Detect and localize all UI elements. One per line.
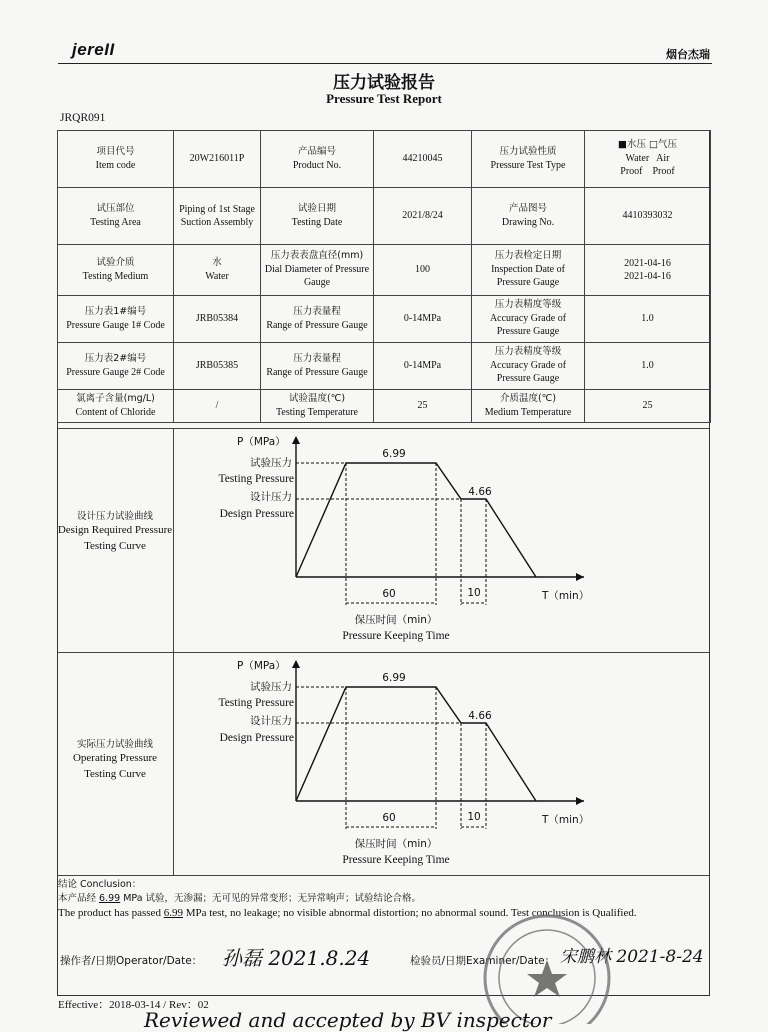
cell-label-en: Testing Area (90, 216, 141, 228)
table-cell (374, 131, 472, 188)
cell-label-en: Product No. (292, 159, 342, 171)
cell-value: JRB05384 (195, 313, 239, 325)
table-cell (261, 296, 374, 343)
report-title-en: Pressure Test Report (326, 91, 442, 106)
cell-label-en: Range of Pressure Gauge (266, 319, 368, 331)
cell-value: 44210045 (402, 153, 443, 165)
handwritten-note: Reviewed and accepted by BV inspector (144, 1008, 552, 1032)
table-cell (174, 131, 261, 188)
y-axis-arrow (292, 660, 300, 668)
hold-time-10: 10 (467, 811, 481, 823)
table-row (58, 390, 711, 423)
table-cell (374, 390, 472, 423)
design-curve-label-cn: 设计压力试验曲线 (76, 511, 153, 522)
y-axis-label: P（MPa） (237, 436, 286, 448)
test-pressure-label-en: Testing Pressure (218, 473, 294, 485)
report-title-cn: 压力试验报告 (333, 73, 435, 93)
cell-label-en: Medium Temperature (484, 406, 572, 418)
test-type-option: Proof Proof (620, 166, 675, 178)
examiner-label: 检验员/日期Examiner/Date： (410, 955, 556, 967)
table-cell (585, 131, 711, 188)
footer-effective: Effective：2018-03-14 / Rev：02 (58, 999, 209, 1011)
table-cell (585, 188, 711, 245)
table-cell (472, 188, 585, 245)
cell-value: 20W216011P (189, 153, 245, 165)
company-logo: jereII (72, 40, 115, 59)
table-cell (174, 343, 261, 390)
cell-value: 4410393032 (622, 210, 673, 222)
cell-label-cn: 试验介质 (96, 256, 135, 268)
cell-value: 2021-04-16 2021-04-16 (624, 257, 671, 282)
pressure-curve-line (296, 687, 536, 801)
cell-value: 1.0 (641, 313, 654, 325)
cell-label-en: Testing Date (291, 216, 343, 228)
inspection-stamp (472, 908, 622, 1024)
cell-label-cn: 压力试验性质 (499, 145, 557, 157)
operating-pressure-curve (174, 653, 711, 875)
cell-label-cn: 压力表表盘直径(mm) (270, 250, 364, 262)
table-cell (472, 390, 585, 423)
x-axis-arrow (576, 573, 584, 581)
cell-label-cn: 压力表量程 (293, 305, 341, 317)
table-row (58, 296, 711, 343)
test-pressure-value: 6.99 (382, 448, 406, 460)
section-divider (57, 875, 710, 876)
table-cell (261, 188, 374, 245)
cell-label-en: Accuracy Grade of Pressure Gauge (489, 359, 567, 385)
keep-time-label-en: Pressure Keeping Time (342, 854, 450, 866)
header-rule (58, 63, 712, 64)
table-row (58, 343, 711, 390)
cell-label-en: Pressure Test Type (490, 159, 566, 171)
cell-label-en: Item code (95, 159, 136, 171)
cell-label-cn: 氯离子含量(mg/L) (76, 392, 155, 404)
cell-value: 0-14MPa (403, 360, 442, 372)
design-pressure-label-cn: 设计压力 (250, 491, 292, 503)
cell-value: 1.0 (641, 360, 654, 372)
test-type-option: Water Air (625, 152, 670, 164)
cell-label-en: Testing Temperature (276, 406, 358, 418)
test-info-table (57, 130, 711, 423)
conclusion-cn: 本产品经 6.99 MPa 试验，无渗漏；无可见的异常变形；无异常响声；试验结论合格。 (58, 892, 422, 904)
table-cell (585, 343, 711, 390)
test-pressure-label-cn: 试验压力 (250, 681, 292, 693)
table-cell (58, 390, 174, 423)
cell-label-en: Dial Diameter of Pressure Gauge (264, 263, 370, 289)
cell-label-cn: 产品编号 (297, 145, 336, 157)
hold-time-60: 60 (382, 588, 396, 600)
operating-curve-label-cn: 实际压力试验曲线 (76, 739, 153, 750)
conclusion-en: The product has passed 6.99 MPa test, no leakage; no visible abnormal distortion; no abnormal sound. Test conclusion is Qualified. (58, 906, 637, 919)
test-type-option: ■水压 □气压 (618, 139, 677, 151)
table-cell (472, 343, 585, 390)
design-curve-label (57, 510, 173, 554)
cell-label-en: Inspection Date of Pressure Gauge (491, 263, 565, 289)
hold-time-10: 10 (467, 587, 481, 599)
table-cell (585, 296, 711, 343)
design-pressure-label-en: Design Pressure (219, 508, 294, 520)
table-row (58, 245, 711, 296)
test-pressure-label-en: Testing Pressure (218, 697, 294, 709)
cell-value: 25 (417, 400, 428, 412)
table-cell (261, 245, 374, 296)
cell-label-cn: 产品图号 (508, 202, 547, 214)
hold-time-60: 60 (382, 812, 396, 824)
design-pressure-label-cn: 设计压力 (250, 715, 292, 727)
operating-curve-label (57, 738, 173, 782)
cell-value: 25 (642, 400, 653, 412)
cell-value: / (215, 400, 219, 412)
operator-label: 操作者/日期Operator/Date： (60, 955, 203, 967)
cell-value: 2021/8/24 (402, 210, 443, 222)
table-cell (58, 188, 174, 245)
table-cell (58, 343, 174, 390)
cell-label-cn: 压力表量程 (293, 352, 341, 364)
design-pressure-curve (174, 429, 711, 652)
table-cell (174, 296, 261, 343)
cell-label-cn: 水 (212, 256, 222, 268)
design-curve-label-en: Design Required Pressure Testing Curve (57, 524, 173, 552)
cell-label-cn: 项目代号 (96, 145, 135, 157)
design-pressure-value: 4.66 (468, 486, 492, 498)
table-cell (261, 343, 374, 390)
test-pressure-value: 6.99 (382, 672, 406, 684)
cell-label-cn: 压力表2#编号 (84, 352, 147, 364)
keep-time-label-cn: 保压时间（min） (354, 838, 438, 850)
cell-label-en: Testing Medium (82, 270, 149, 282)
cell-label-cn: 压力表精度等级 (494, 299, 562, 311)
table-cell (472, 245, 585, 296)
table-cell (261, 390, 374, 423)
table-cell (585, 390, 711, 423)
table-cell (174, 390, 261, 423)
x-axis-label: T（min） (542, 590, 590, 602)
table-cell (585, 245, 711, 296)
examiner-signature: 宋鹏林 2021-8-24 (560, 947, 704, 967)
design-curve-area (173, 429, 711, 652)
table-cell (58, 245, 174, 296)
keep-time-label-cn: 保压时间（min） (354, 614, 438, 626)
design-pressure-label-en: Design Pressure (219, 732, 294, 744)
table-row (58, 188, 711, 245)
cell-label-en: Pressure Gauge 2# Code (66, 366, 165, 378)
operating-curve-area (173, 653, 711, 875)
table-cell (472, 296, 585, 343)
design-pressure-value: 4.66 (468, 710, 492, 722)
cell-value: Piping of 1st Stage Suction Assembly (179, 203, 255, 228)
cell-label-cn: 压力表检定日期 (494, 250, 562, 262)
cell-label-cn: 试压部位 (96, 202, 135, 214)
table-cell (472, 131, 585, 188)
y-axis-label: P（MPa） (237, 660, 286, 672)
table-cell (374, 245, 472, 296)
table-cell (261, 131, 374, 188)
cell-label-en: Water (205, 270, 229, 282)
conclusion-label: 结论 Conclusion： (58, 879, 142, 890)
cell-label-en: Drawing No. (501, 216, 555, 228)
cell-label-cn: 试验日期 (297, 202, 336, 214)
table-cell (174, 188, 261, 245)
company-name: 烟台杰瑞 (666, 49, 710, 61)
cell-value: 0-14MPa (403, 313, 442, 325)
cell-value: JRB05385 (195, 360, 239, 372)
table-row (58, 131, 711, 188)
table-cell (174, 245, 261, 296)
test-pressure-label-cn: 试验压力 (250, 457, 292, 469)
document-number: JRQR091 (60, 112, 106, 124)
y-axis-arrow (292, 436, 300, 444)
operating-curve-label-en: Operating Pressure Testing Curve (72, 752, 157, 780)
x-axis-arrow (576, 797, 584, 805)
cell-label-cn: 压力表精度等级 (494, 346, 562, 358)
table-cell (58, 131, 174, 188)
pressure-curve-line (296, 463, 536, 577)
cell-value: 100 (415, 264, 430, 276)
cell-label-cn: 介质温度(℃) (499, 392, 557, 404)
cell-label-cn: 试验温度(℃) (288, 392, 346, 404)
cell-label-en: Content of Chloride (75, 406, 156, 418)
cell-label-en: Range of Pressure Gauge (266, 366, 368, 378)
keep-time-label-en: Pressure Keeping Time (342, 630, 450, 642)
table-cell (374, 296, 472, 343)
cell-label-en: Pressure Gauge 1# Code (66, 319, 165, 331)
table-cell (374, 188, 472, 245)
table-cell (58, 296, 174, 343)
x-axis-label: T（min） (542, 814, 590, 826)
table-cell (374, 343, 472, 390)
operator-signature: 孙磊 2021.8.24 (222, 946, 371, 970)
cell-label-en: Accuracy Grade of Pressure Gauge (489, 312, 567, 338)
cell-label-cn: 压力表1#编号 (84, 305, 147, 317)
